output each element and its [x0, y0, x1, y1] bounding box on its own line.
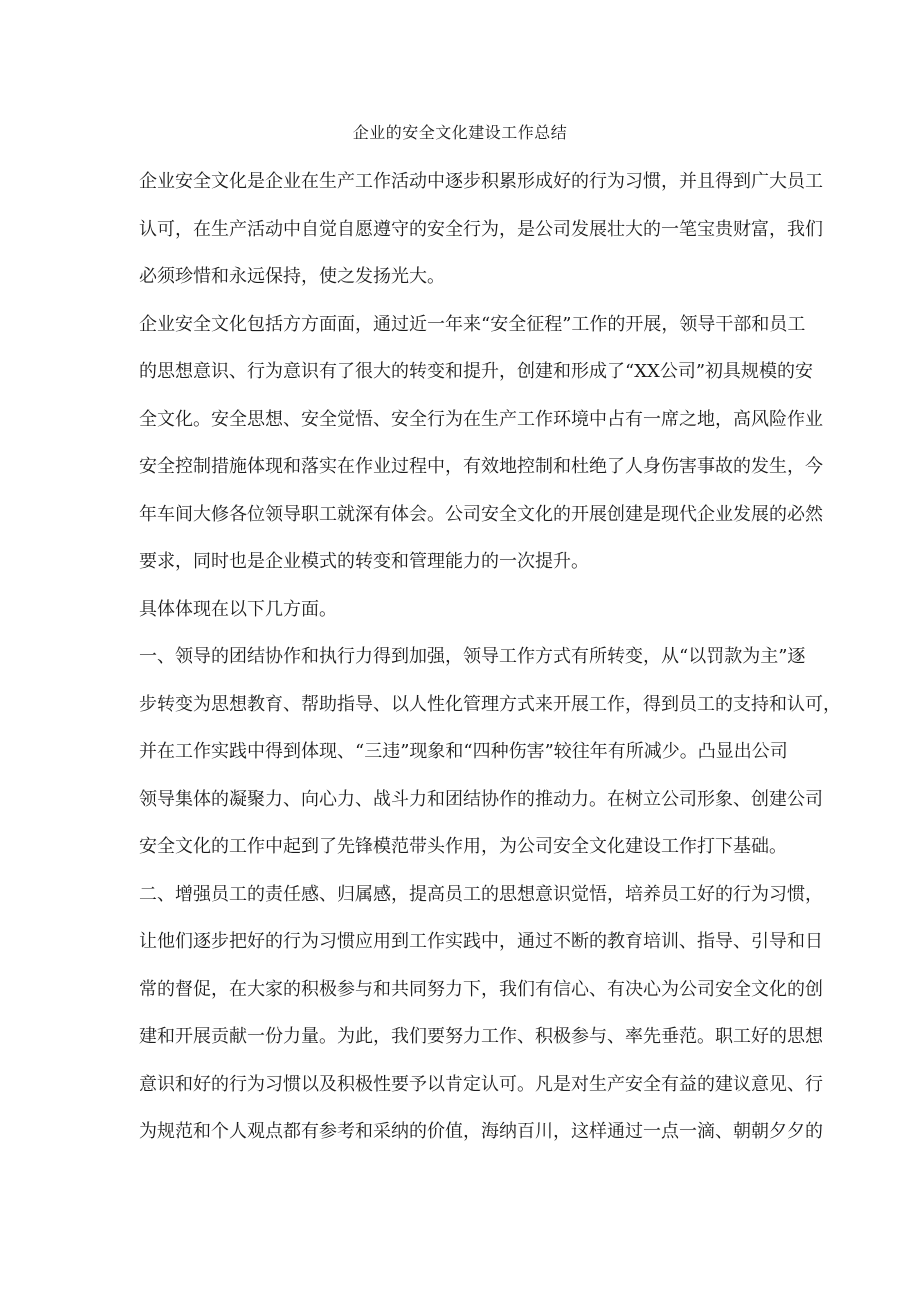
- text-line: 并在工作实践中得到体现、“三违”现象和“四种伤害”较往年有所减少。凸显出公司: [139, 741, 788, 762]
- text-line: 具体体现在以下几方面。: [139, 598, 337, 620]
- text-line: 一、领导的团结协作和执行力得到加强，领导工作方式有所转变，从“以罚款为主”逐: [139, 646, 806, 667]
- text-line: 认可，在生产活动中自觉自愿遵守的安全行为，是公司发展壮大的一笔宝贵财富，我们: [139, 218, 823, 240]
- paragraph-overview: [139, 301, 823, 586]
- text-line: 全文化。安全思想、安全觉悟、安全行为在生产工作环境中占有一席之地，高风险作业: [139, 408, 823, 430]
- text-line: 安全控制措施体现和落实在作业过程中，有效地控制和杜绝了人身伤害事故的发生，今: [139, 456, 823, 477]
- text-line: 意识和好的行为习惯以及积极性要予以肯定认可。凡是对生产安全有益的建议意见、行: [139, 1073, 823, 1095]
- paragraph-intro: [139, 158, 823, 301]
- text-line: 常的督促，在大家的积极参与和共同努力下，我们有信心、有决心为公司安全文化的创: [139, 978, 823, 1000]
- text-line: 建和开展贡献一份力量。为此，我们要努力工作、积极参与、率先垂范。职工好的思想: [139, 1026, 823, 1047]
- text-line: 的思想意识、行为意识有了很大的转变和提升，创建和形成了“XX公司”初具规模的安: [139, 361, 814, 382]
- text-line: 为规范和个人观点都有参考和采纳的价值，海纳百川，这样通过一点一滴、朝朝夕夕的: [139, 1121, 823, 1142]
- paragraph-point-one: [139, 633, 841, 871]
- text-line: 企业安全文化包括方方面面，通过近一年来“安全征程”工作的开展，领导干部和员工: [139, 313, 806, 335]
- text-line: 让他们逐步把好的行为习惯应用到工作实践中，通过不断的教育培训、指导、引导和日: [139, 931, 823, 952]
- paragraph-point-two: [139, 871, 823, 1156]
- text-line: 要求，同时也是企业模式的转变和管理能力的一次提升。: [139, 551, 589, 572]
- text-line: 步转变为思想教育、帮助指导、以人性化管理方式来开展工作，得到员工的支持和认可，: [139, 693, 841, 715]
- paragraph-lead-in: [139, 586, 791, 634]
- text-line: 安全文化的工作中起到了先锋模范带头作用，为公司安全文化建设工作打下基础。: [139, 836, 787, 857]
- text-line: 领导集体的凝聚力、向心力、战斗力和团结协作的推动力。在树立公司形象、创建公司: [139, 788, 823, 810]
- text-line: 企业安全文化是企业在生产工作活动中逐步积累形成好的行为习惯，并且得到广大员工: [139, 171, 823, 192]
- document-body: [139, 158, 841, 1156]
- text-line: 二、增强员工的责任感、归属感，提高员工的思想意识觉悟，培养员工好的行为习惯，: [139, 883, 823, 905]
- text-line: 必须珍惜和永远保持，使之发扬光大。: [139, 266, 445, 287]
- document-title: 企业的安全文化建设工作总结: [352, 123, 568, 142]
- text-line: 年车间大修各位领导职工就深有体会。公司安全文化的开展创建是现代企业发展的必然: [139, 503, 823, 525]
